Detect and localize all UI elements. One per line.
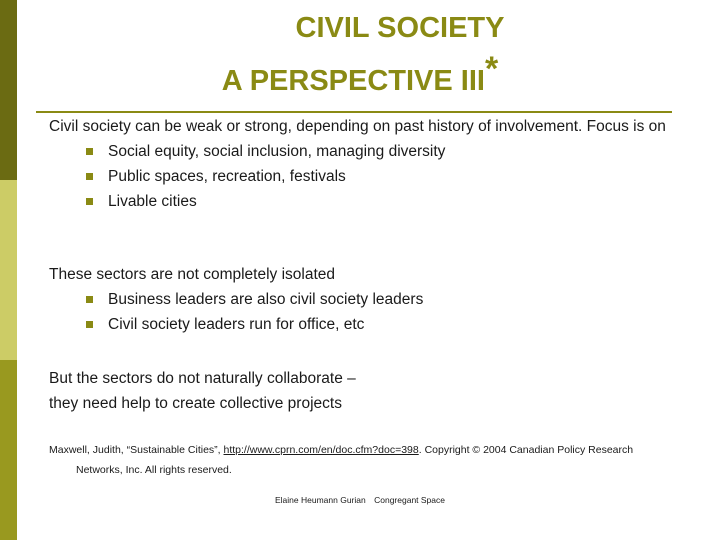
- list-item: [82, 312, 689, 337]
- focus-section: [49, 114, 689, 214]
- collaboration-section: [49, 366, 689, 416]
- sectors-list: [49, 287, 689, 337]
- citation-prefix: Maxwell, Judith, “Sustainable Cities”,: [49, 444, 224, 456]
- citation-suffix: . Copyright © 2004 Canadian Policy Research: [418, 444, 634, 456]
- list-item-text: Civil society leaders run for office, etc: [108, 316, 365, 333]
- accent-bar-segment-middle: [0, 180, 17, 360]
- list-item-text: Social equity, social inclusion, managing diversity: [108, 143, 446, 160]
- citation-line2: [49, 460, 699, 480]
- accent-bar-segment-bottom: [0, 360, 17, 540]
- list-item: [82, 139, 689, 164]
- citation-link[interactable]: http://www.cprn.com/en/doc.cfm?doc=398: [223, 444, 419, 456]
- title-divider: [36, 111, 672, 113]
- asterisk-mark: *: [484, 50, 499, 88]
- list-item-text: Public spaces, recreation, festivals: [108, 168, 346, 185]
- citation: [49, 440, 699, 480]
- sectors-paragraph: These sectors are not completely isolated: [49, 266, 336, 283]
- footer-author: Elaine Heumann Gurian: [275, 495, 366, 505]
- citation-line1: [49, 440, 699, 460]
- list-item: [82, 189, 689, 214]
- slide-title-line1: [0, 12, 720, 45]
- list-item: [82, 287, 689, 312]
- bullet-square-icon: [86, 198, 93, 205]
- slide-title-line2: [0, 50, 720, 99]
- list-item: [82, 164, 689, 189]
- slide-footer: [0, 495, 720, 505]
- bullet-square-icon: [86, 321, 93, 328]
- citation-line2-text: Networks, Inc. All rights reserved: [76, 464, 229, 476]
- focus-list: [49, 139, 689, 214]
- collaboration-line2: they need help to create collective projects: [49, 395, 342, 412]
- title-line1-text: CIVIL SOCIETY: [295, 12, 505, 44]
- footer-series: Congregant Space: [374, 495, 445, 505]
- citation-end: .: [228, 464, 232, 476]
- focus-paragraph: Civil society can be weak or strong, depending on past history of involvement. Focus is on: [49, 118, 666, 135]
- list-item-text: Business leaders are also civil society leaders: [108, 291, 424, 308]
- bullet-square-icon: [86, 148, 93, 155]
- list-item-text: Livable cities: [108, 193, 197, 210]
- title-line2-text: A PERSPECTIVE III: [221, 65, 485, 97]
- bullet-square-icon: [86, 296, 93, 303]
- bullet-square-icon: [86, 173, 93, 180]
- collaboration-line1: But the sectors do not naturally collaborate –: [49, 370, 356, 387]
- sectors-section: [49, 262, 689, 337]
